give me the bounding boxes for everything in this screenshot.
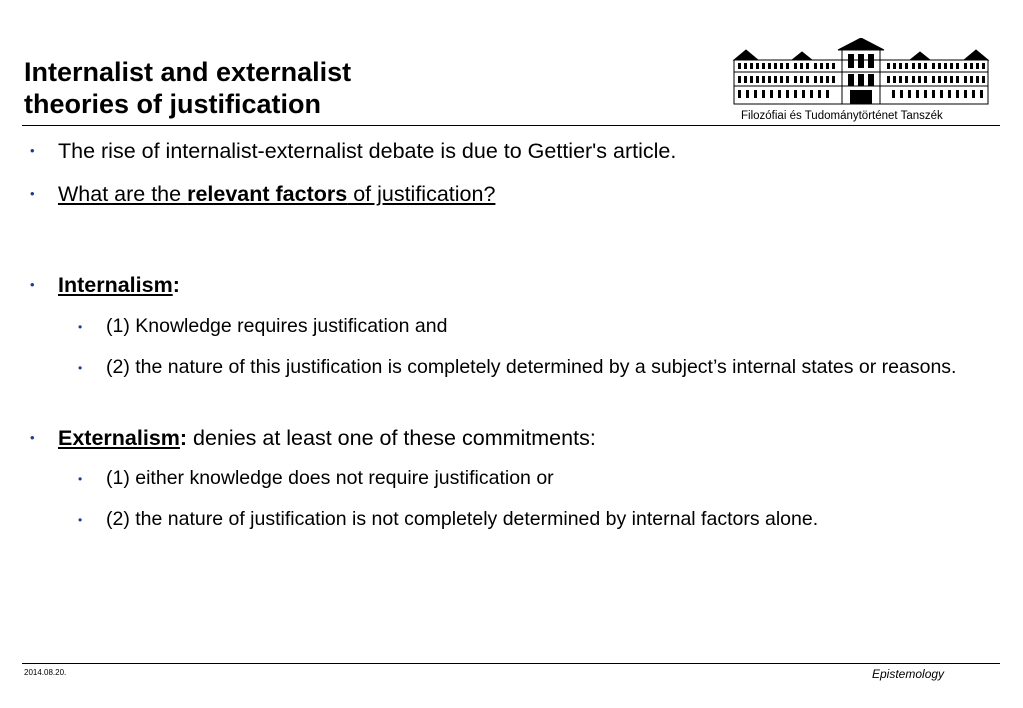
footer-divider — [22, 663, 1000, 664]
internalism-sub-1: (1) Knowledge requires justification and — [106, 315, 448, 337]
internalism-sub-2: (2) the nature of this justification is completely determined by a subject’s internal states or reasons. — [106, 356, 957, 378]
relevant-factors-bold: relevant factors — [187, 182, 348, 206]
slide-title — [24, 56, 351, 120]
sub-bullet-dot: • — [78, 513, 83, 527]
university-building-logo — [732, 38, 990, 108]
header-divider — [22, 125, 1000, 126]
bullet-dot: • — [30, 143, 35, 158]
externalism-sub-2: (2) the nature of justification is not completely determined by internal factors alone. — [106, 508, 819, 530]
relevant-factors-post: of justification? — [347, 182, 496, 206]
sub-bullet-dot: • — [78, 472, 83, 486]
bullet-dot: • — [30, 186, 35, 201]
internalism-colon: : — [172, 273, 180, 297]
slide-date: 2014.08.20. — [24, 668, 67, 677]
relevant-factors-pre: What are the — [58, 182, 188, 206]
bullet-dot: • — [30, 277, 35, 292]
externalism-rest: denies at least one of these commitments: — [187, 426, 596, 450]
bullet-relevant-factors — [58, 181, 495, 207]
externalism-term: Externalism — [58, 426, 180, 450]
sub-bullet-dot: • — [78, 361, 83, 375]
sub-bullet-dot: • — [78, 320, 83, 334]
title-line-2: theories of justification — [24, 89, 322, 119]
department-name: Filozófiai és Tudománytörténet Tanszék — [741, 110, 943, 122]
externalism-sub-1: (1) either knowledge does not require justification or — [106, 467, 554, 489]
internalism-heading — [58, 272, 180, 298]
title-line-1: Internalist and externalist — [24, 57, 352, 87]
externalism-heading — [58, 425, 596, 451]
bullet-dot: • — [30, 430, 35, 445]
internalism-term: Internalism — [58, 273, 173, 297]
bullet-gettier: The rise of internalist-externalist debate is due to Gettier's article. — [58, 139, 677, 163]
course-name: Epistemology — [872, 667, 945, 681]
externalism-colon: : — [179, 426, 188, 450]
